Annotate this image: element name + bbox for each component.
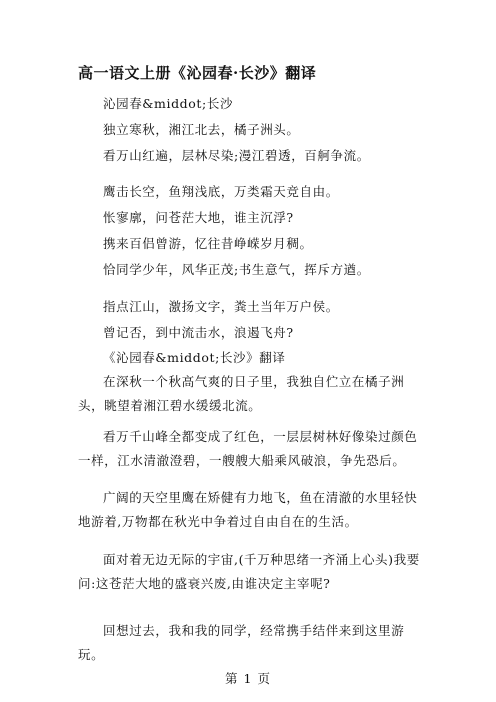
document-title: 高一语文上册《沁园春·长沙》翻译 xyxy=(78,64,317,82)
poem-title-line: 沁园春&middot;长沙 xyxy=(103,96,234,111)
poem-line: 指点江山，激扬文字，粪土当年万户侯。 xyxy=(103,299,339,314)
poem-line: 怅寥廓，问苍茫大地，谁主沉浮? xyxy=(103,210,294,225)
poem-line: 看万山红遍，层林尽染;漫江碧透，百舸争流。 xyxy=(103,148,370,163)
translation-paragraph: 在深秋一个秋高气爽的日子里，我独自伫立在橘子洲头，眺望着湘江碧水缓缓北流。 xyxy=(78,374,405,413)
poem-line: 曾记否，到中流击水，浪遏飞舟? xyxy=(103,325,294,340)
translation-paragraph: 回想过去，我和我的同学，经常携手结伴来到这里游玩。 xyxy=(78,623,405,662)
translation-heading: 《沁园春&middot;长沙》翻译 xyxy=(103,350,286,365)
translation-paragraph: 面对着无边无际的宇宙,(千万种思绪一齐涌上心头)我要问:这苍茫大地的盛衰兴废,由谁决定主宰呢? xyxy=(78,552,420,591)
page-number: 第 1 页 xyxy=(225,671,271,686)
poem-line: 携来百侣曾游，忆往昔峥嵘岁月稠。 xyxy=(103,236,313,251)
poem-line: 恰同学少年，风华正茂;书生意气，挥斥方遒。 xyxy=(103,262,370,277)
translation-paragraph: 广阔的天空里鹰在矫健有力地飞，鱼在清澈的水里轻快地游着,万物都在秋光中争着过自由自在的生活。 xyxy=(78,490,418,529)
translation-paragraph: 看万千山峰全都变成了红色，一层层树林好像染过颜色一样，江水清澈澄碧，一艘艘大船乘风破浪，争先恐后。 xyxy=(78,429,418,468)
poem-line: 独立寒秋，湘江北去，橘子洲头。 xyxy=(103,122,300,137)
poem-line: 鹰击长空，鱼翔浅底，万类霜天竞自由。 xyxy=(103,184,339,199)
